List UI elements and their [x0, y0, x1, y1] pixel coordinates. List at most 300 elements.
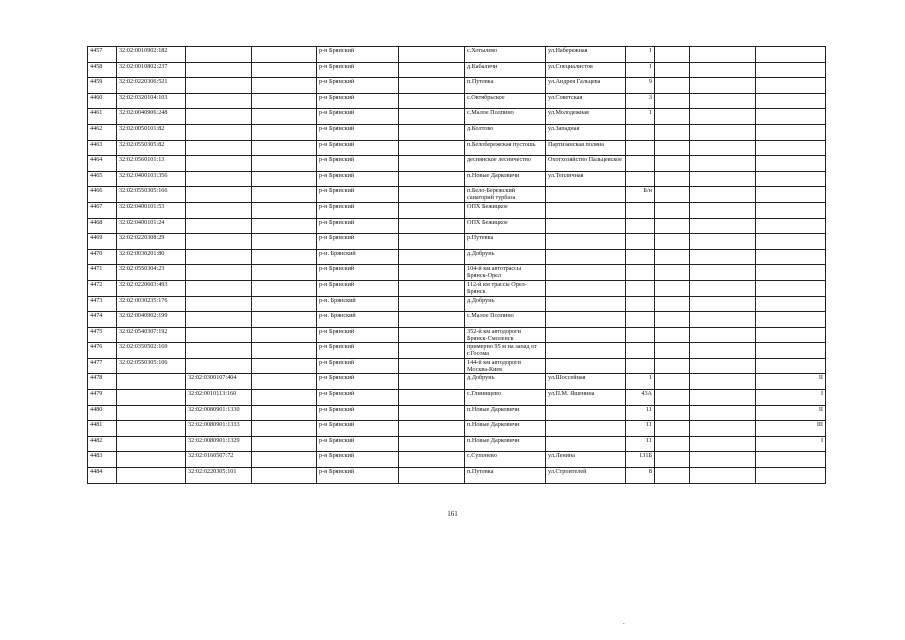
table-row [88, 156, 826, 172]
blank-col-4-cell [252, 156, 317, 172]
cadastral-number-building-cell: 32:02:0080901:1333 [186, 421, 252, 437]
cadastral-number-building-cell: 32:02:0300107:404 [186, 374, 252, 390]
row-number-cell: 4478 [88, 374, 117, 390]
house-number-cell [626, 218, 655, 234]
building-part-cell [756, 312, 826, 328]
blank-col-6-cell [399, 312, 465, 328]
blank-col-10-cell [655, 234, 690, 250]
blank-col-4-cell [252, 374, 317, 390]
blank-col-6-cell [399, 187, 465, 203]
row-number-cell: 4460 [88, 93, 117, 109]
blank-col-6-cell [399, 218, 465, 234]
district-cell: р-н Брянский [317, 452, 399, 468]
locality-cell: 112-й км трассы Орел-Брянск [465, 280, 546, 296]
cadastral-number-land-cell: 32:02:0320104:103 [117, 93, 186, 109]
street-cell [546, 358, 626, 374]
cadastral-number-land-cell [117, 374, 186, 390]
house-number-cell [626, 171, 655, 187]
blank-col-4-cell [252, 358, 317, 374]
building-part-cell [756, 234, 826, 250]
blank-col-6-cell [399, 390, 465, 406]
building-part-cell [756, 109, 826, 125]
blank-col-10-cell [655, 390, 690, 406]
cadastral-number-land-cell: 32:02:0400103:356 [117, 171, 186, 187]
table-row [88, 234, 826, 250]
blank-col-6-cell [399, 468, 465, 484]
blank-col-4-cell [252, 234, 317, 250]
cadastral-number-building-cell: 32:02:0080901:1330 [186, 405, 252, 421]
blank-col-6-cell [399, 327, 465, 343]
house-number-cell: 11 [626, 421, 655, 437]
blank-col-4-cell [252, 468, 317, 484]
blank-col-6-cell [399, 358, 465, 374]
cadastral-number-land-cell: 32:02:0550305:106 [117, 358, 186, 374]
blank-col-4-cell [252, 390, 317, 406]
table-row [88, 358, 826, 374]
cadastral-number-building-cell [186, 109, 252, 125]
blank-col-4-cell [252, 218, 317, 234]
row-number-cell: 4459 [88, 78, 117, 94]
row-number-cell: 4483 [88, 452, 117, 468]
blank-col-4-cell [252, 343, 317, 359]
table-row [88, 468, 826, 484]
building-part-cell [756, 249, 826, 265]
street-cell: ул.П.М. Яшенина [546, 390, 626, 406]
table-row [88, 171, 826, 187]
blank-col-10-cell [655, 358, 690, 374]
blank-col-11-cell [690, 343, 756, 359]
blank-col-4-cell [252, 312, 317, 328]
cadastral-number-building-cell: 32:02:0080901:1329 [186, 436, 252, 452]
street-cell [546, 405, 626, 421]
blank-col-11-cell [690, 187, 756, 203]
blank-col-11-cell [690, 296, 756, 312]
blank-col-6-cell [399, 405, 465, 421]
cadastral-number-land-cell: 32:02:0010902:182 [117, 47, 186, 63]
table-row [88, 62, 826, 78]
row-number-cell: 4461 [88, 109, 117, 125]
blank-col-6-cell [399, 171, 465, 187]
cadastral-number-land-cell: 32:02:0350502:169 [117, 343, 186, 359]
district-cell: р-н Брянский [317, 343, 399, 359]
blank-col-4-cell [252, 47, 317, 63]
blank-col-10-cell [655, 374, 690, 390]
building-part-cell [756, 78, 826, 94]
street-cell: Охотхозяйство Пальцевское [546, 156, 626, 172]
building-part-cell [756, 452, 826, 468]
district-cell: р-н Брянский [317, 405, 399, 421]
building-part-cell [756, 280, 826, 296]
table-row [88, 124, 826, 140]
blank-col-6-cell [399, 374, 465, 390]
row-number-cell: 4464 [88, 156, 117, 172]
district-cell: р-н Брянский [317, 390, 399, 406]
blank-col-10-cell [655, 124, 690, 140]
cadastral-number-building-cell [186, 187, 252, 203]
blank-col-6-cell [399, 109, 465, 125]
blank-col-10-cell [655, 296, 690, 312]
street-cell [546, 296, 626, 312]
blank-col-4-cell [252, 452, 317, 468]
blank-col-4-cell [252, 436, 317, 452]
cadastral-number-building-cell [186, 280, 252, 296]
table-row [88, 280, 826, 296]
building-part-cell [756, 327, 826, 343]
blank-col-6-cell [399, 296, 465, 312]
locality-cell: 352-й км автодороги Брянск-Смоленск [465, 327, 546, 343]
blank-col-10-cell [655, 265, 690, 281]
table-row [88, 343, 826, 359]
row-number-cell: 4470 [88, 249, 117, 265]
table-row [88, 436, 826, 452]
blank-col-4-cell [252, 124, 317, 140]
blank-col-11-cell [690, 390, 756, 406]
cadastral-number-land-cell: 32:02:0040906:248 [117, 109, 186, 125]
house-number-cell [626, 156, 655, 172]
street-cell: ул.Андрея Гальцева [546, 78, 626, 94]
cadastral-number-building-cell [186, 202, 252, 218]
table-row [88, 202, 826, 218]
locality-cell: д.Колтово [465, 124, 546, 140]
building-part-cell [756, 140, 826, 156]
street-cell [546, 312, 626, 328]
blank-col-11-cell [690, 124, 756, 140]
house-number-cell [626, 234, 655, 250]
row-number-cell: 4465 [88, 171, 117, 187]
house-number-cell: Б/н [626, 187, 655, 203]
blank-col-11-cell [690, 374, 756, 390]
blank-col-6-cell [399, 452, 465, 468]
cadastral-number-land-cell [117, 452, 186, 468]
street-cell [546, 343, 626, 359]
building-part-cell [756, 343, 826, 359]
building-part-cell [756, 296, 826, 312]
locality-cell: с.Малое Полпино [465, 109, 546, 125]
row-number-cell: 4475 [88, 327, 117, 343]
cadastral-number-land-cell: 32:02:0220306:521 [117, 78, 186, 94]
street-cell [546, 265, 626, 281]
house-number-cell: 11 [626, 436, 655, 452]
district-cell: р-н Брянский [317, 202, 399, 218]
blank-col-10-cell [655, 62, 690, 78]
house-number-cell: 43А [626, 390, 655, 406]
district-cell: р-н. Брянский [317, 312, 399, 328]
street-cell: ул.Советская [546, 93, 626, 109]
locality-cell: ОПХ Бежицкое [465, 218, 546, 234]
row-number-cell: 4474 [88, 312, 117, 328]
blank-col-11-cell [690, 78, 756, 94]
blank-col-11-cell [690, 312, 756, 328]
locality-cell: ОПХ Бежицкое [465, 202, 546, 218]
cadastral-number-land-cell: 32:02:0050101:82 [117, 124, 186, 140]
cadastral-number-land-cell: 32:02:0220308:29 [117, 234, 186, 250]
building-part-cell [756, 62, 826, 78]
cadastral-number-land-cell: 32:02:0550305:166 [117, 187, 186, 203]
cadastral-number-building-cell [186, 47, 252, 63]
house-number-cell [626, 280, 655, 296]
row-number-cell: 4473 [88, 296, 117, 312]
building-part-cell: I [756, 436, 826, 452]
building-part-cell [756, 265, 826, 281]
locality-cell: п.Путевка [465, 78, 546, 94]
street-cell: ул.Шоссейная [546, 374, 626, 390]
street-cell [546, 327, 626, 343]
blank-col-11-cell [690, 62, 756, 78]
blank-col-10-cell [655, 140, 690, 156]
cadastral-number-land-cell: 32:02:0560101:13 [117, 156, 186, 172]
locality-cell: п.Новые Дарковичи [465, 436, 546, 452]
street-cell [546, 202, 626, 218]
cadastral-number-building-cell [186, 171, 252, 187]
cadastral-number-land-cell [117, 421, 186, 437]
district-cell: р-н Брянский [317, 124, 399, 140]
cadastral-number-building-cell [186, 124, 252, 140]
house-number-cell: 1 [626, 374, 655, 390]
cadastral-number-building-cell [186, 140, 252, 156]
blank-col-11-cell [690, 265, 756, 281]
blank-col-4-cell [252, 187, 317, 203]
locality-cell: с.Малое Полпино [465, 312, 546, 328]
locality-cell: 104-й км автотрассы Брянск-Орел [465, 265, 546, 281]
row-number-cell: 4479 [88, 390, 117, 406]
row-number-cell: 4469 [88, 234, 117, 250]
street-cell [546, 249, 626, 265]
cadastral-number-building-cell [186, 249, 252, 265]
table-row [88, 265, 826, 281]
blank-col-10-cell [655, 156, 690, 172]
row-number-cell: 4472 [88, 280, 117, 296]
blank-col-4-cell [252, 140, 317, 156]
house-number-cell: 8 [626, 468, 655, 484]
row-number-cell: 4480 [88, 405, 117, 421]
blank-col-6-cell [399, 280, 465, 296]
locality-cell: с.Октябрьское [465, 93, 546, 109]
building-part-cell [756, 47, 826, 63]
district-cell: р-н Брянский [317, 156, 399, 172]
table-row [88, 140, 826, 156]
blank-col-10-cell [655, 436, 690, 452]
blank-col-10-cell [655, 187, 690, 203]
street-cell: ул.Тепличная [546, 171, 626, 187]
cadastral-number-building-cell: 32:02:0010113:160 [186, 390, 252, 406]
district-cell: р-н Брянский [317, 436, 399, 452]
district-cell: р-н Брянский [317, 327, 399, 343]
district-cell: р-н Брянский [317, 78, 399, 94]
cadastral-number-building-cell [186, 265, 252, 281]
blank-col-6-cell [399, 78, 465, 94]
locality-cell: п.Белобережская пустошь [465, 140, 546, 156]
street-cell: ул.Ленина [546, 452, 626, 468]
table-row [88, 374, 826, 390]
district-cell: р-н Брянский [317, 265, 399, 281]
building-part-cell: II [756, 405, 826, 421]
blank-col-4-cell [252, 327, 317, 343]
blank-col-4-cell [252, 280, 317, 296]
cadastral-number-building-cell: 32:02:0160507:72 [186, 452, 252, 468]
street-cell [546, 421, 626, 437]
district-cell: р-н Брянский [317, 468, 399, 484]
blank-col-11-cell [690, 109, 756, 125]
blank-col-11-cell [690, 421, 756, 437]
district-cell: р-н Брянский [317, 62, 399, 78]
blank-col-4-cell [252, 93, 317, 109]
house-number-cell: 1 [626, 109, 655, 125]
district-cell: р-н Брянский [317, 218, 399, 234]
cadastral-number-building-cell [186, 234, 252, 250]
cadastral-number-building-cell [186, 62, 252, 78]
blank-col-6-cell [399, 234, 465, 250]
row-number-cell: 4476 [88, 343, 117, 359]
district-cell: р-н. Брянский [317, 249, 399, 265]
cadastral-number-land-cell [117, 468, 186, 484]
blank-col-10-cell [655, 280, 690, 296]
registry-table [87, 46, 826, 484]
blank-col-4-cell [252, 265, 317, 281]
building-part-cell [756, 358, 826, 374]
cadastral-number-land-cell: 32:02:0400101:53 [117, 202, 186, 218]
district-cell: р-н Брянский [317, 187, 399, 203]
blank-col-10-cell [655, 343, 690, 359]
cadastral-number-building-cell [186, 327, 252, 343]
district-cell: р-н Брянский [317, 171, 399, 187]
locality-cell: с.Хотылево [465, 47, 546, 63]
house-number-cell [626, 265, 655, 281]
cadastral-number-building-cell [186, 343, 252, 359]
house-number-cell [626, 312, 655, 328]
cadastral-number-building-cell [186, 358, 252, 374]
row-number-cell: 4457 [88, 47, 117, 63]
locality-cell: п.Бело-Бережский санаторий турбаза [465, 187, 546, 203]
blank-col-10-cell [655, 312, 690, 328]
blank-col-11-cell [690, 171, 756, 187]
blank-col-4-cell [252, 109, 317, 125]
district-cell: р-н Брянский [317, 358, 399, 374]
street-cell [546, 280, 626, 296]
building-part-cell [756, 202, 826, 218]
street-cell: ул.Специалистов [546, 62, 626, 78]
cadastral-number-land-cell [117, 436, 186, 452]
cadastral-number-land-cell: 32:02:0010802:237 [117, 62, 186, 78]
blank-col-6-cell [399, 265, 465, 281]
house-number-cell [626, 343, 655, 359]
cadastral-number-building-cell [186, 78, 252, 94]
blank-col-11-cell [690, 47, 756, 63]
blank-col-11-cell [690, 327, 756, 343]
cadastral-number-land-cell: 32:02:0550305:82 [117, 140, 186, 156]
street-cell [546, 187, 626, 203]
blank-col-6-cell [399, 124, 465, 140]
street-cell [546, 218, 626, 234]
table-row [88, 421, 826, 437]
blank-col-10-cell [655, 468, 690, 484]
blank-col-10-cell [655, 78, 690, 94]
locality-cell: д.Добрунь [465, 249, 546, 265]
table-row [88, 93, 826, 109]
blank-col-6-cell [399, 343, 465, 359]
table-row [88, 218, 826, 234]
blank-col-4-cell [252, 202, 317, 218]
blank-col-11-cell [690, 218, 756, 234]
blank-col-4-cell [252, 62, 317, 78]
cadastral-number-land-cell: 32:02:0220603:493 [117, 280, 186, 296]
house-number-cell: 1 [626, 47, 655, 63]
cadastral-number-land-cell: 32:02:0400101:24 [117, 218, 186, 234]
building-part-cell [756, 171, 826, 187]
blank-col-11-cell [690, 249, 756, 265]
street-cell [546, 234, 626, 250]
district-cell: р-н Брянский [317, 421, 399, 437]
blank-col-11-cell [690, 202, 756, 218]
cadastral-number-land-cell: 32:02:0540307:192 [117, 327, 186, 343]
row-number-cell: 4463 [88, 140, 117, 156]
district-cell: р-н Брянский [317, 140, 399, 156]
blank-col-6-cell [399, 93, 465, 109]
row-number-cell: 4484 [88, 468, 117, 484]
blank-col-6-cell [399, 140, 465, 156]
table-row [88, 312, 826, 328]
cadastral-number-building-cell [186, 93, 252, 109]
blank-col-10-cell [655, 202, 690, 218]
blank-col-4-cell [252, 249, 317, 265]
row-number-cell: 4466 [88, 187, 117, 203]
street-cell [546, 436, 626, 452]
blank-col-11-cell [690, 452, 756, 468]
building-part-cell [756, 187, 826, 203]
district-cell: р-н Брянский [317, 109, 399, 125]
blank-col-10-cell [655, 405, 690, 421]
cadastral-number-building-cell [186, 312, 252, 328]
blank-col-6-cell [399, 202, 465, 218]
table-row [88, 47, 826, 63]
cadastral-number-building-cell [186, 218, 252, 234]
house-number-cell [626, 249, 655, 265]
blank-col-11-cell [690, 358, 756, 374]
locality-cell: примерно 95 м на запад от г.Госома [465, 343, 546, 359]
blank-col-10-cell [655, 93, 690, 109]
cadastral-number-land-cell: 32:02:0040902:199 [117, 312, 186, 328]
cadastral-number-land-cell [117, 405, 186, 421]
building-part-cell [756, 93, 826, 109]
blank-col-11-cell [690, 140, 756, 156]
blank-col-6-cell [399, 156, 465, 172]
cadastral-number-building-cell: 32:02:0220305:101 [186, 468, 252, 484]
street-cell: Партизанская поляна [546, 140, 626, 156]
table-row [88, 327, 826, 343]
blank-col-10-cell [655, 327, 690, 343]
blank-col-11-cell [690, 280, 756, 296]
row-number-cell: 4462 [88, 124, 117, 140]
locality-cell: п.Новые Дарковичи [465, 405, 546, 421]
locality-cell: д.Кабаличи [465, 62, 546, 78]
house-number-cell: 9 [626, 78, 655, 94]
house-number-cell [626, 327, 655, 343]
house-number-cell [626, 124, 655, 140]
table-row [88, 249, 826, 265]
table-row [88, 187, 826, 203]
row-number-cell: 4482 [88, 436, 117, 452]
district-cell: р-н Брянский [317, 234, 399, 250]
house-number-cell: 1 [626, 62, 655, 78]
building-part-cell [756, 468, 826, 484]
building-part-cell: II [756, 374, 826, 390]
district-cell: р-н Брянский [317, 280, 399, 296]
blank-col-10-cell [655, 47, 690, 63]
table-row [88, 296, 826, 312]
table-row [88, 405, 826, 421]
building-part-cell: I [756, 390, 826, 406]
table-row [88, 78, 826, 94]
building-part-cell [756, 124, 826, 140]
